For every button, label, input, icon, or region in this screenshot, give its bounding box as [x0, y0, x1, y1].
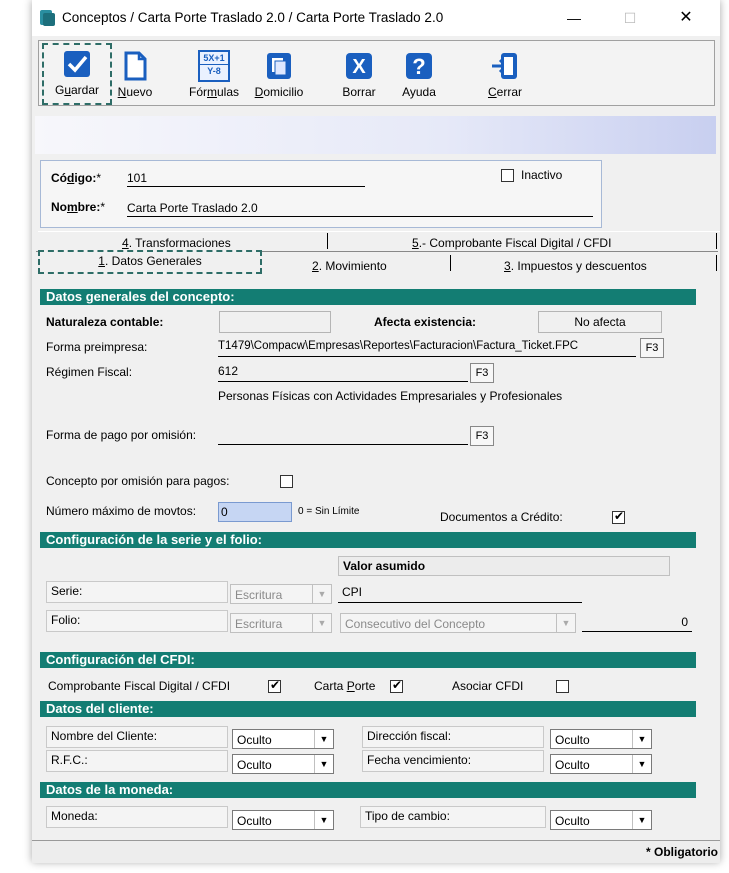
chevron-down-icon: ▼	[314, 811, 333, 829]
chevron-down-icon: ▼	[556, 614, 575, 632]
code-label: Código:*	[51, 171, 102, 185]
delete-label: Borrar	[342, 85, 376, 99]
formulas-button[interactable]	[187, 47, 241, 101]
required-legend: * Obligatorio	[646, 845, 718, 859]
carta-porte-label: Carta Porte	[314, 679, 376, 693]
naturaleza-label: Naturaleza contable:	[46, 315, 164, 329]
tab-strip	[36, 231, 718, 277]
help-question-icon	[403, 50, 435, 82]
status-bar	[32, 840, 720, 863]
regimen-f3-button[interactable]: F3	[470, 363, 494, 383]
section-moneda: Datos de la moneda:	[40, 782, 696, 798]
asociar-label: Asociar CFDI	[452, 679, 524, 693]
folio-mode-select[interactable]: Escritura ▼	[230, 613, 332, 633]
cliente-nombre-label: Nombre del Cliente:	[46, 726, 228, 748]
tab-datos-generales[interactable]: 1. Datos Generales	[38, 250, 262, 274]
vencimiento-label: Fecha vencimiento:	[362, 750, 544, 772]
regimen-description: Personas Físicas con Actividades Empresariales y Profesionales	[218, 389, 563, 403]
chevron-down-icon: ▼	[312, 585, 331, 603]
address-label: Domicilio	[254, 85, 304, 99]
section-serie-folio: Configuración de la serie y el folio:	[40, 532, 696, 548]
formulas-label: Fórmulas	[188, 85, 239, 99]
forma-preimpresa-input[interactable]: T1479\Compacw\Empresas\Reportes\Facturacion\Factura_Ticket.FPC	[218, 336, 636, 357]
folio-input[interactable]: 0	[582, 612, 692, 632]
moneda-label: Moneda:	[46, 806, 228, 828]
carta-porte-checkbox[interactable]	[390, 680, 403, 693]
chevron-down-icon: ▼	[632, 730, 651, 748]
svg-text:?: ?	[412, 54, 426, 79]
address-book-icon	[263, 50, 295, 82]
section-cliente: Datos del cliente:	[40, 701, 696, 717]
new-button[interactable]	[111, 47, 159, 101]
tab-cfdi[interactable]: 5.- Comprobante Fiscal Digital / CFDI	[412, 236, 612, 250]
cliente-nombre-select[interactable]: Oculto ▼	[232, 729, 334, 749]
serie-input[interactable]: CPI	[338, 582, 582, 603]
tab-transformaciones[interactable]: 4. Transformaciones	[122, 236, 231, 250]
concept-window	[32, 0, 720, 862]
delete-button[interactable]	[335, 47, 383, 101]
num-max-input[interactable]: 0	[218, 502, 292, 522]
regimen-label: Régimen Fiscal:	[46, 365, 133, 379]
direccion-label: Dirección fiscal:	[362, 726, 544, 748]
svg-text:X: X	[352, 56, 366, 78]
asociar-checkbox[interactable]	[556, 680, 569, 693]
formula-icon: 5X+1 Y-8	[198, 50, 230, 82]
save-label: Guardar	[54, 83, 100, 97]
close-form-button[interactable]	[481, 47, 529, 101]
naturaleza-value	[219, 311, 331, 333]
title-bar	[32, 0, 720, 36]
chevron-down-icon: ▼	[632, 811, 651, 829]
maximize-button[interactable]: ☐	[623, 10, 637, 26]
concepto-pagos-checkbox[interactable]	[280, 475, 293, 488]
tab-divider	[327, 233, 328, 249]
delete-x-icon	[343, 50, 375, 82]
minimize-button[interactable]: —	[567, 10, 581, 26]
help-button[interactable]	[395, 47, 443, 101]
chevron-down-icon: ▼	[314, 755, 333, 773]
window-title: Conceptos / Carta Porte Traslado 2.0 / Carta Porte Traslado 2.0	[62, 10, 444, 25]
inactive-checkbox[interactable]	[501, 169, 514, 182]
concepto-pagos-label: Concepto por omisión para pagos:	[46, 474, 230, 488]
num-max-label: Número máximo de movtos:	[46, 504, 197, 518]
new-document-icon	[119, 50, 151, 82]
tab-divider	[716, 233, 717, 249]
cfdi-label: Comprobante Fiscal Digital / CFDI	[48, 679, 231, 693]
moneda-select[interactable]: Oculto ▼	[232, 810, 334, 830]
code-input[interactable]: 101	[127, 168, 365, 187]
close-form-label: Cerrar	[487, 85, 522, 99]
new-label: Nuevo	[117, 85, 153, 99]
chevron-down-icon: ▼	[632, 755, 651, 773]
forma-pago-f3-button[interactable]: F3	[470, 426, 494, 446]
chevron-down-icon: ▼	[312, 614, 331, 632]
help-label: Ayuda	[402, 85, 436, 99]
toolbar	[38, 40, 715, 106]
header-banner	[35, 116, 716, 154]
tab-impuestos[interactable]: 3. Impuestos y descuentos	[504, 259, 647, 273]
direccion-select[interactable]: Oculto ▼	[550, 729, 652, 749]
rfc-label: R.F.C.:	[46, 750, 228, 772]
concept-header	[40, 160, 602, 228]
name-label: Nombre:*	[51, 200, 106, 214]
doc-credito-label: Documentos a Crédito:	[440, 510, 563, 524]
vencimiento-select[interactable]: Oculto ▼	[550, 754, 652, 774]
close-button[interactable]: ✕	[679, 9, 693, 26]
forma-preimpresa-label: Forma preimpresa:	[46, 340, 148, 354]
tab-divider	[450, 255, 451, 271]
forma-preimpresa-f3-button[interactable]: F3	[640, 338, 664, 358]
valor-asumido-header: Valor asumido	[338, 556, 670, 576]
forma-pago-input[interactable]	[218, 424, 468, 445]
folio-label: Folio:	[46, 610, 228, 632]
address-button[interactable]	[251, 47, 307, 101]
regimen-input[interactable]: 612	[218, 361, 468, 382]
afecta-value: No afecta	[538, 311, 662, 333]
tab-movimiento[interactable]: 2. Movimiento	[312, 259, 387, 273]
section-cfdi: Configuración del CFDI:	[40, 652, 696, 668]
checkmark-icon	[61, 48, 93, 80]
tab-divider	[716, 255, 717, 271]
tipo-cambio-select[interactable]: Oculto ▼	[550, 810, 652, 830]
sin-limite-hint: 0 = Sin Límite	[298, 506, 360, 517]
doc-credito-checkbox[interactable]	[612, 511, 625, 524]
folio-source-select[interactable]: Consecutivo del Concepto ▼	[340, 613, 576, 633]
forma-pago-label: Forma de pago por omisión:	[46, 428, 197, 442]
name-input[interactable]: Carta Porte Traslado 2.0	[127, 197, 593, 217]
save-button[interactable]	[42, 43, 112, 105]
section-general-data: Datos generales del concepto:	[40, 289, 696, 305]
chevron-down-icon: ▼	[314, 730, 333, 748]
afecta-label: Afecta existencia:	[374, 315, 477, 329]
serie-label: Serie:	[46, 581, 228, 603]
cfdi-checkbox[interactable]	[268, 680, 281, 693]
tipo-cambio-label: Tipo de cambio:	[360, 806, 546, 828]
rfc-select[interactable]: Oculto ▼	[232, 754, 334, 774]
inactive-label: Inactivo	[521, 168, 563, 182]
app-icon	[38, 9, 56, 27]
serie-mode-select[interactable]: Escritura ▼	[230, 584, 332, 604]
exit-door-icon	[489, 50, 521, 82]
